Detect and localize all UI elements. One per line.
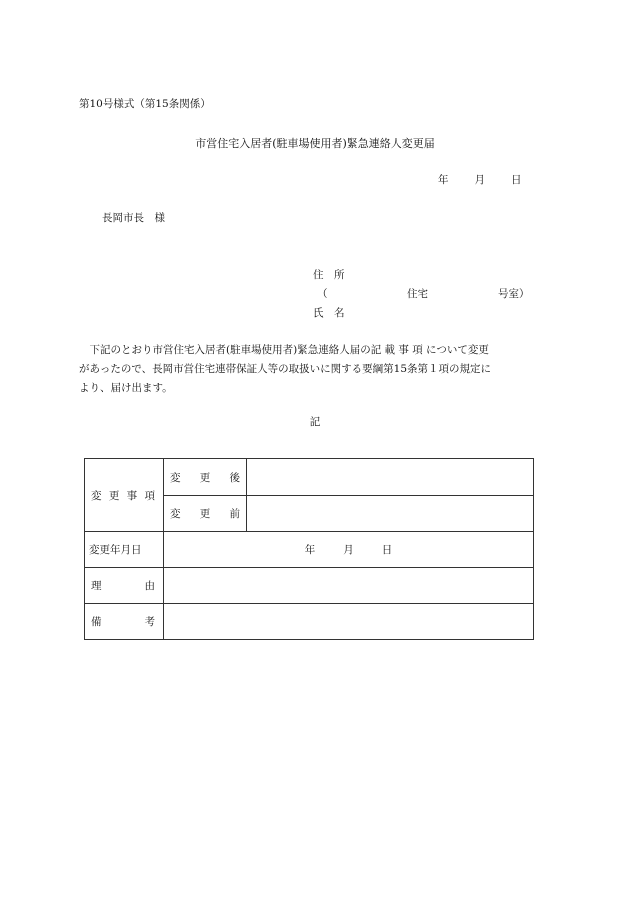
ki-heading: 記 [309,416,321,428]
change-date-label: 変更年月日 [85,532,164,568]
char: 前 [229,508,240,520]
address-label: 住 所 [313,269,345,281]
change-date-day: 日 [381,544,393,556]
body-line-1: 下記のとおり市営住宅入居者(駐車場使用者)緊急連絡人届の記 載 事 項 について変更 [79,344,489,356]
applicant-block [313,266,530,323]
change-form-table [84,458,534,640]
submission-date [438,172,522,187]
before-value-field[interactable] [247,496,534,532]
body-line-2: があったので、長岡市営住宅連帯保証人等の取扱いに関する要綱第15条第１項の規定に [79,363,492,375]
date-day: 日 [511,174,522,186]
date-month: 月 [474,174,485,186]
char: 変 [91,489,102,502]
addressee: 長岡市長 様 [102,212,165,224]
char: 事 [126,489,138,502]
char: 後 [229,471,240,484]
housing-label: 住宅 [407,288,428,300]
reason-field[interactable] [164,568,534,604]
remarks-label [85,604,164,640]
char: 変 [170,471,181,484]
remarks-field[interactable] [164,604,534,640]
document-title: 市営住宅入居者(駐車場使用者)緊急連絡人変更届 [195,137,435,150]
reason-label [85,568,164,604]
form-number: 第10号様式（第15条関係） [79,98,211,110]
change-date-year: 年 [304,544,316,556]
date-year: 年 [438,174,449,186]
char: 由 [144,580,155,592]
body-text [79,341,549,398]
char: 項 [144,489,155,502]
char: 考 [144,616,155,628]
after-label [164,459,247,496]
char: 更 [199,508,211,520]
change-date-field[interactable] [164,532,534,568]
address-paren-open: （ [317,288,328,300]
room-label: 号室） [498,288,530,300]
char: 備 [91,616,102,628]
char: 更 [199,471,211,484]
body-line-3: より、届け出ます。 [79,382,173,394]
name-label: 氏 名 [313,307,345,319]
change-items-label [85,459,164,532]
after-value-field[interactable] [247,459,534,496]
char: 更 [108,489,120,502]
char: 理 [91,580,102,592]
char: 変 [170,508,181,520]
before-label [164,496,247,532]
change-date-month: 月 [343,544,354,556]
